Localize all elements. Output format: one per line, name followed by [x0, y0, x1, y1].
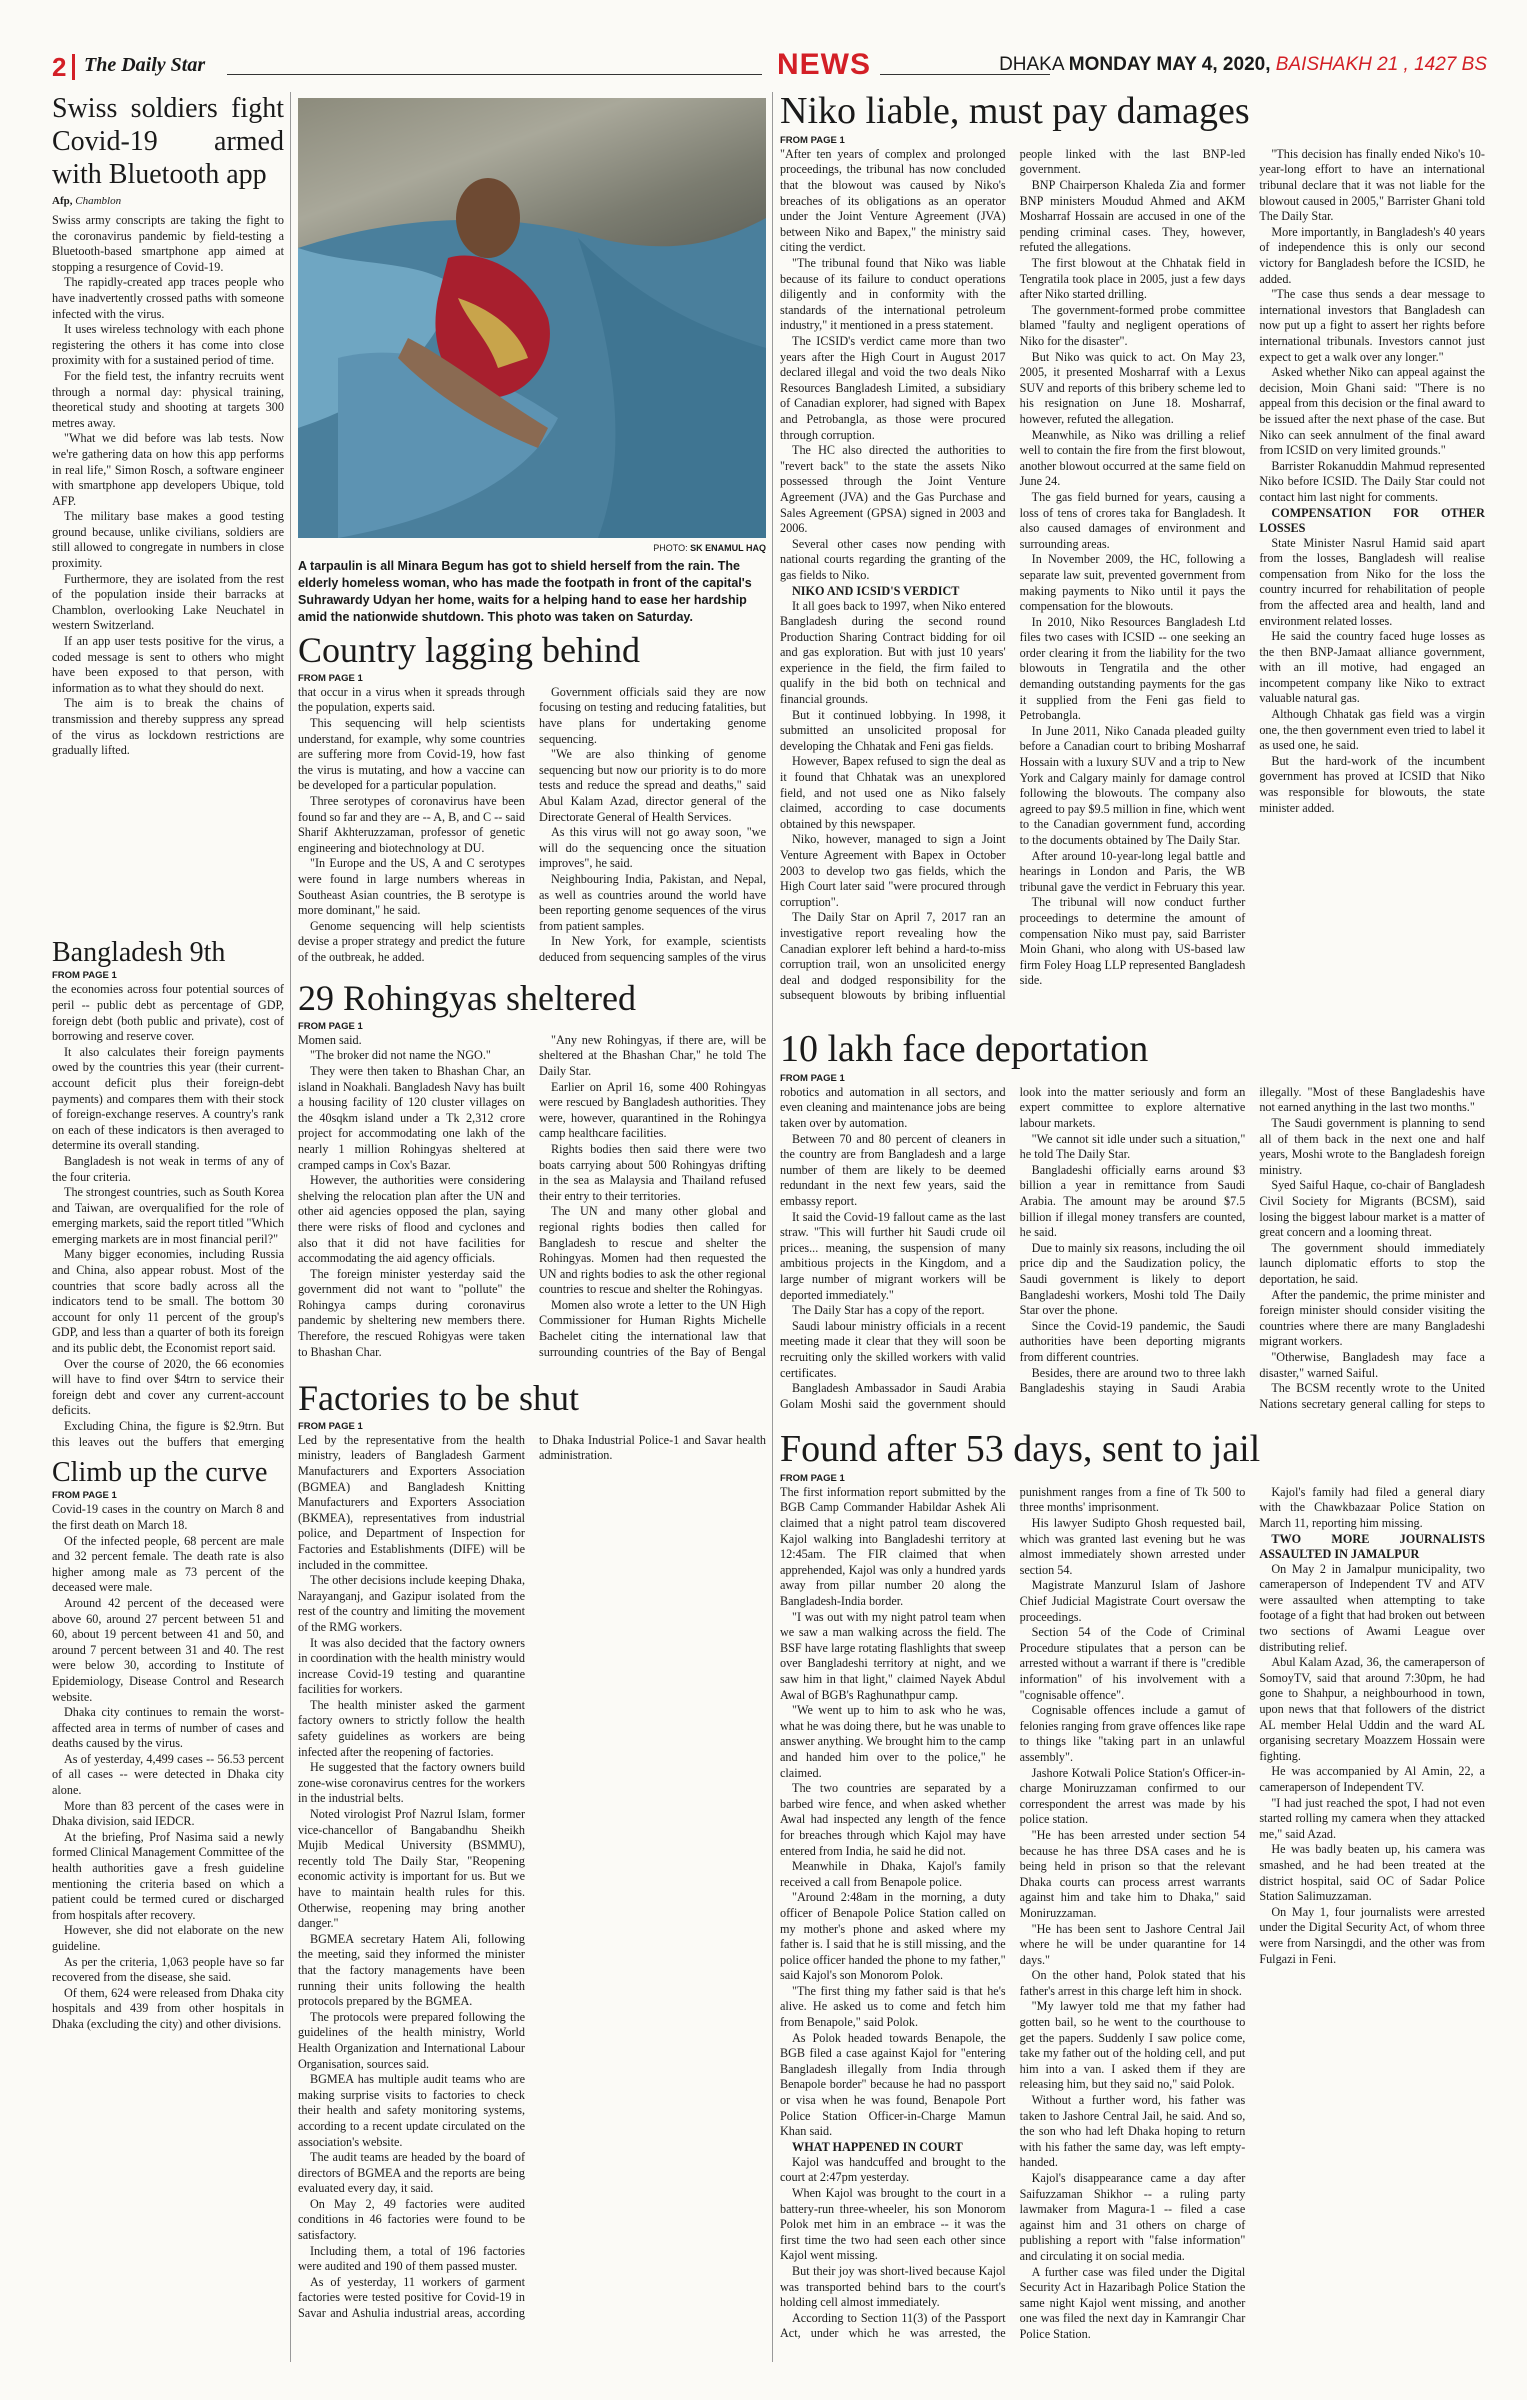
paragraph: The foreign minister yesterday said the government did not want to "pollute" the Rohingya camps during coronavirus pandemic by sheltering new members there. Therefore, the rescued Rohigyas were taken to Bhashan Char. — [298, 1266, 525, 1359]
dateline-date: MONDAY MAY 4, 2020, — [1068, 54, 1271, 75]
paragraph: On May 2, 49 factories were audited conditions in 46 factories were found to be satisfactory. — [298, 2196, 525, 2243]
paragraph: Kajol's family had filed a general diary with the Chawkbazaar Police Station on March 11, reporting him missing. — [1259, 1484, 1485, 1531]
paragraph: "My lawyer told me that my father had gotten bail, so he went to the courthouse to get the papers. Suddenly I saw police come, take my father out of the holding cell, and put him into a van. I asked them if they are releasing him, but they said no," said Polok. — [1019, 1999, 1246, 2092]
paragraph: The BCSM recently wrote to the United Nations secretary general calling for steps to — [1259, 1381, 1485, 1411]
paragraph: Besides, there are around two to three lakh Bangladeshis staying in Saudi Arabia illegally. "Most of these Bangladeshis have not earned anything in the last two months." — [1019, 1084, 1485, 1396]
paragraph: More importantly, in Bangladesh's 40 years of independence this is only our second victory for Bangladesh before the ICSID, he added. — [1259, 224, 1485, 286]
column-rule-2 — [772, 92, 773, 2362]
body-niko — [780, 147, 1485, 1015]
paragraph: It was also decided that the factory owners in coordination with the health ministry would increase Covid-19 testing and quarantine facilities for workers. — [298, 1635, 525, 1697]
paragraph: Niko, however, managed to sign a Joint Venture Agreement with Bapex in October 2003 to develop two gas fields, which the High Court later said "were procured through corruption". — [780, 832, 1006, 909]
kicker-found: FROM PAGE 1 — [780, 1472, 845, 1484]
kicker-rohingya: FROM PAGE 1 — [298, 1020, 363, 1032]
paragraph: Barrister Rokanuddin Mahmud represented Niko before ICSID. The Daily Star could not contact him last night for comments. — [1259, 458, 1485, 504]
paragraph: BGMEA secretary Hatem Ali, following the meeting, said they informed the minister that the factory managements have been running their units following the health protocols prepared by the BGMEA. — [298, 1931, 525, 2009]
paragraph: "The broker did not name the NGO." — [310, 1048, 491, 1063]
paragraph: As of yesterday, 4,499 cases -- 56.53 percent of all cases -- were detected in Dhaka city alone. — [52, 1751, 284, 1798]
paragraph: However, Bapex refused to sign the deal as it found that Chhatak was an unexplored field, and not used one as Niko falsely claimed, according to case documents obtained by this newspaper. — [780, 754, 1006, 831]
paper-logo: The Daily Star — [84, 54, 206, 76]
paragraph: Covid-19 cases in the country on March 8 and the first death on March 18. — [52, 1502, 284, 1532]
paragraph: The government-formed probe committee blamed "faulty and negligent operations of Niko for the disaster". — [1019, 302, 1246, 349]
paragraph: "What we did before was lab tests. Now we're gathering data on how this app performs in real life," Simon Rosch, a software engineer with smartphone app developers Ubique, told AFP. — [52, 431, 284, 508]
paragraph: Magistrate Manzurul Islam of Jashore Chief Judicial Magistrate Court oversaw the proceedings. — [1019, 1578, 1246, 1624]
body-swiss — [52, 213, 284, 759]
article-lakh — [780, 1030, 1485, 1420]
paragraph: "The first thing my father said is that he's alive. He asked us to come and fetch him from Benapole," said Polok. — [780, 1983, 1006, 2030]
kicker-country: FROM PAGE 1 — [298, 672, 363, 684]
paragraph: The Daily Star has a copy of the report. — [792, 1303, 985, 1318]
paragraph: As of yesterday, 11 workers of garment factories were tested positive for Covid-19 in Savar and Ashulia industrial areas, according to Dhaka Industrial Police-1 and Savar health administration. — [298, 1432, 766, 2321]
photo-homeless-woman — [298, 98, 766, 538]
paragraph: Over the course of 2020, the 66 economies will have to find over $4trn to service their foreign debt and cover any current-account deficits. — [52, 1356, 284, 1418]
subheading: COMPENSATION FOR OTHER LOSSES — [1259, 505, 1485, 535]
body-bangladesh — [52, 982, 284, 1448]
dateline-bangla: BAISHAKH 21 , 1427 BS — [1275, 54, 1487, 75]
paragraph: The protocols were prepared following the guidelines of the health ministry, World Health Organization and International Labour Organisation, sources said. — [298, 2009, 525, 2071]
paragraph: He said the country faced huge losses as the then BNP-Jamaat alliance government, with an ill motive, had engaged an incompetent company like Niko to extract valuable natural gas. — [1259, 629, 1485, 706]
paragraph: State Minister Nasrul Hamid said apart from the losses, Bangladesh will realise compensation from Niko for the loss the country incurred for rehabilitation of people from the affected area and health, land and environment related losses. — [1259, 535, 1485, 628]
article-rohingya — [298, 980, 766, 1370]
paragraph: Abul Kalam Azad, 36, the cameraperson of SomoyTV, said that around 7:30pm, he had gone to Shahpur, a neighbourhood in town, upon news that that followers of the district AL member Helal Uddin and the ward AL organising secretary Moazzem Hossain were fighting. — [1259, 1655, 1485, 1763]
body-country — [298, 685, 766, 970]
paragraph: In 2010, Niko Resources Bangladesh Ltd files two cases with ICSID -- one seeking an order clearing it from the liability for the two blowouts in Tengratila and the other demanding outstanding payments for the gas it supplied from the Feni gas field to Petrobangla. — [1019, 614, 1246, 723]
body-factories — [298, 1433, 766, 2353]
paragraph: robotics and automation in all sectors, and even cleaning and maintenance jobs are being taken over by automation. — [780, 1084, 1006, 1131]
masthead-rule — [227, 74, 762, 75]
kicker-factories: FROM PAGE 1 — [298, 1420, 363, 1432]
kicker-niko: FROM PAGE 1 — [780, 134, 845, 146]
paragraph: But their joy was short-lived because Kajol was transported behind bars to the court's holding cell almost immediately. — [780, 2263, 1006, 2310]
paragraph: Of them, 624 were released from Dhaka city hospitals and 439 from other hospitals in Dhaka (excluding the city) and other divisions. — [52, 1985, 284, 2031]
paragraph: But Niko was quick to act. On May 23, 2005, it presented Mosharraf with a Lexus SUV and reports of this bribery scheme led to his resignation on June 18. Mosharraf, however, refuted the allegation. — [1019, 349, 1246, 426]
paragraph: The rapidly-created app traces people who have inadvertently crossed paths with someone infected with the virus. — [52, 275, 284, 321]
paragraph: As Polok headed towards Benapole, the BGB filed a case against Kajol for "entering Bangladesh illegally from India through Benapole border" because he had no passport or visa when he was found, Benapole Port Police Station Officer-in-Charge Mamun Khan said. — [780, 2030, 1006, 2139]
paragraph: Cognisable offences include a gamut of felonies ranging from grave offences like rape to things like "taking part in an unlawful assembly". — [1019, 1703, 1246, 1764]
paragraph: For the field test, the infantry recruits went through a normal day: physical training, theoretical study and shooting at targets 300 metres away. — [52, 368, 284, 430]
paragraph: Government officials said they are now focusing on testing and reducing fatalities, but have plans for undertaking genome sequencing. — [539, 684, 766, 746]
paragraph: But the hard-work of the incumbent government has proved at ICSID that Niko was responsible for blowouts, the state minister added. — [1259, 753, 1485, 815]
headline-found: Found after 53 days, sent to jail — [780, 1430, 1261, 1470]
headline-climb: Climb up the curve — [52, 1458, 268, 1488]
paragraph: It uses wireless technology with each phone registering the others it has come into close proximity with for a sustained period of time. — [52, 322, 284, 368]
paragraph: "We went up to him to ask who he was, what he was doing there, but he was unable to answer anything. We brought him to the camp and handed him over to the police," he claimed. — [780, 1703, 1006, 1780]
paragraph: The government should immediately launch diplomatic efforts to stop the deportation, he said. — [1259, 1240, 1485, 1287]
paragraph: Furthermore, they are isolated from the rest of the population inside their barracks at Chamblon, overlooking Lake Neuchatel in western Switzerland. — [52, 571, 284, 633]
paragraph: BGMEA has multiple audit teams who are making surprise visits to factories to check their health and safety monitoring systems, according to a recent update circulated on the association's website. — [298, 2072, 525, 2149]
paragraph: the economies across four potential sources of peril -- public debt as percentage of GDP, foreign debt (both public and private), cost of borrowing and reserve cover. — [52, 982, 284, 1044]
paragraph: BNP Chairperson Khaleda Zia and former BNP ministers Moudud Ahmed and AKM Mosharraf Hossain are accused in one of the pending criminal cases. They, however, refuted the allegations. — [1019, 178, 1246, 255]
paragraph: "We are also thinking of genome sequencing but now our priority is to do more tests and reduce the spread and deaths," said Abul Kalam Azad, director general of the Directorate General of Health Services. — [539, 747, 766, 824]
paragraph: If an app user tests positive for the virus, a coded message is sent to others who might have been exposed to that person, with information as to what they should do next. — [52, 634, 284, 695]
headline-lakh: 10 lakh face deportation — [780, 1030, 1149, 1070]
article-bangladesh — [52, 938, 284, 1448]
paragraph: Momen said. — [298, 1032, 362, 1047]
paragraph: Excluding China, the figure is $2.9trn. But this leaves out the buffers that emerging — [52, 1419, 284, 1448]
masthead-bar — [72, 54, 75, 80]
subheading: TWO MORE JOURNALISTS ASSAULTED IN JAMALPUR — [1259, 1531, 1485, 1561]
paragraph: According to Section 11(3) of the Passport Act, under which he was arrested, the punishment ranges from a fine of Tk 500 to three months' imprisonment. — [780, 1484, 1246, 2341]
paragraph: The Daily Star on April 7, 2017 ran an investigative report revealing how the Canadian explorer left behind a hard-to-miss corruption trail, won an unsolicited energy deal and dodged responsibility for the subsequent blowouts by bribing influential people linked with the last BNP-led government. — [780, 146, 1246, 1003]
paragraph: "He has been arrested under section 54 because he has three DSA cases and he is being held in prison so that the relevant Dhaka courts can process arrest warrants against him and take him to Dhaka," said Moniruzzaman. — [1019, 1827, 1246, 1920]
article-swiss — [52, 92, 284, 932]
paragraph: The military base makes a good testing ground because, unlike civilians, soldiers are still allowed to congregate in numbers in close proximity. — [52, 509, 284, 571]
paragraph: "I was out with my night patrol team when we saw a man walking across the field. The BSF have large rotating flashlights that sweep over Bangladeshi territory at night, and we saw him in that light," claimed Nayek Abdul Awal of BGB's Raghunathpur camp. — [780, 1609, 1006, 1702]
paragraph: Bangladesh Ambassador in Saudi Arabia Golam Moshi said the government should look into the matter seriously and form an expert committee to explore alternative labour markets. — [780, 1084, 1246, 1411]
paragraph: Between 70 and 80 percent of cleaners in the country are from Bangladesh and a large number of them are likely to be deemed redundant in the next few years, said the embassy report. — [780, 1131, 1006, 1209]
byline-place: Chamblon — [75, 195, 122, 207]
kicker-climb: FROM PAGE 1 — [52, 1490, 117, 1502]
paragraph: "After ten years of complex and prolonged proceedings, the tribunal has now concluded that the blowout was caused by Niko's breaches of its obligations as an operator under the Joint Venture Agreement (JVA) between Niko and Bapex," the ministry said citing the verdict. — [780, 146, 1006, 255]
subheading: WHAT HAPPENED IN COURT — [792, 2139, 963, 2154]
body-climb — [52, 1502, 284, 2032]
paragraph: Earlier on April 16, some 400 Rohingyas were rescued by Bangladesh authorities. They were, however, quarantined in the Rohingya camp healthcare facilities. — [539, 1079, 766, 1141]
paragraph: When Kajol was brought to the court in a battery-run three-wheeler, his son Monorom Polok met him in an embrace -- it was the first time the two had seen each other since Kajol went missing. — [780, 2186, 1006, 2263]
paragraph: The strongest countries, such as South Korea and Taiwan, are overqualified for the role of emerging markets, said the report titled "Which emerging markets are in most financial peril?" — [52, 1185, 284, 1246]
subheading: NIKO AND ICSID'S VERDICT — [792, 583, 960, 598]
headline-niko: Niko liable, must pay damages — [780, 92, 1250, 132]
photo-caption: A tarpaulin is all Minara Begum has got to shield herself from the rain. The elderly homeless woman, who has made the footpath in front of the capital's Suhrawardy Udyan her home, waits for a helping hand to ease her hardship amid the nationwide shutdown. This photo was taken on Saturday. — [298, 559, 752, 624]
paragraph: Meanwhile, as Niko was drilling a relief well to contain the fire from the first blowout, another blowout occurred at the same field on June 24. — [1019, 427, 1246, 489]
paragraph: He was accompanied by Al Amin, 22, a cameraperson of Independent TV. — [1259, 1764, 1485, 1794]
paragraph: "Any new Rohingyas, if there are, will be sheltered at the Bhashan Char," he told The Daily Star. — [539, 1032, 766, 1078]
paragraph: Asked whether Niko can appeal against the decision, Moin Ghani said: "There is no appeal from this decision or the final award to be issued after the next phase of the case. But Niko can seek annulment of the final award from ICSID on very limited grounds." — [1259, 365, 1485, 458]
paragraph: The aim is to break the chains of transmission and thereby suppress any spread of the virus as lockdown restrictions are gradually lifted. — [52, 696, 284, 758]
paragraph: But it continued lobbying. In 1998, it submitted an unsolicited proposal for developing the Chhatak and Feni gas fields. — [780, 707, 1006, 753]
paragraph: At the briefing, Prof Nasima said a newly formed Clinical Management Committee of the health authorities gave a fresh guideline mentioning the criteria based on which a patient could be termed cured or discharged from hospitals after recovery. — [52, 1829, 284, 1922]
paragraph: Around 42 percent of the deceased were above 60, around 27 percent between 51 and 60, about 19 percent between 41 and 50, and around 7 percent between 31 and 40. The rest were below 30, according to Institute of Epidemiology, Disease Control and Research website. — [52, 1595, 284, 1704]
photo-credit — [298, 543, 766, 553]
credit-name: SK ENAMUL HAQ — [690, 543, 766, 553]
section-label: NEWS — [777, 48, 871, 81]
paragraph: Many bigger economies, including Russia and China, also appear robust. Most of the countries that score badly across all the indicators tend to be small. The bottom 30 account for only 11 percent of the group's GDP, and less than a quarter of both its foreign and its public debt, the Economist report said. — [52, 1247, 284, 1356]
paragraph: On the other hand, Polok stated that his father's arrest in this charge left him in shock. — [1019, 1968, 1246, 1998]
paragraph: "This decision has finally ended Niko's 10-year-long effort to have an international tribunal declare that it was not liable for the blowout caused in 2005," Barrister Ghani told The Daily Star. — [1259, 146, 1485, 224]
dateline-city: DHAKA — [999, 54, 1064, 75]
paragraph: Bangladesh is not weak in terms of any of the four criteria. — [52, 1153, 284, 1184]
paragraph: The ICSID's verdict came more than two years after the High Court in August 2017 declared illegal and void the two deals Niko Resources Bangladesh Limited, a subsidiary of Canadian explorer, had signed with Bapex and Petrobangla, as those were procured through corruption. — [780, 334, 1006, 442]
photo-illustration — [298, 98, 766, 538]
paragraph: Several other cases now pending with national courts regarding the granting of the gas fields to Niko. — [780, 536, 1006, 582]
paragraph: The UN and many other global and regional rights bodies then called for Bangladesh to rescue and shelter the Rohingyas. Momen had then requested the UN and rights bodies to ask the other regional countries to rescue and shelter the Rohingyas. — [539, 1204, 766, 1297]
paragraph: Momen also wrote a letter to the UN High Commissioner for Human Rights Michelle Bachelet citing the international law that surrounding countries of the Bay of Bengal — [539, 1297, 766, 1359]
headline-country: Country lagging behind — [298, 632, 640, 670]
paragraph: Including them, a total of 196 factories were audited and 190 of them passed muster. — [298, 2243, 525, 2274]
paragraph: After the pandemic, the prime minister and foreign minister should consider visiting the countries where there are many Bangladeshi migrant workers. — [1259, 1287, 1485, 1349]
paragraph: Section 54 of the Code of Criminal Procedure stipulates that a person can be arrested without a warrant if there is "credible information" of his involvement with a "cognisable offence". — [1019, 1625, 1246, 1702]
headline-rohingya: 29 Rohingyas sheltered — [298, 980, 636, 1018]
byline-swiss — [52, 195, 284, 207]
article-climb — [52, 1458, 284, 2358]
paragraph: Due to mainly six reasons, including the oil price dip and the Saudization policy, the Saudi government is likely to deport Bangladeshi workers, Moshi told The Daily Star over the phone. — [1019, 1240, 1246, 1318]
paragraph: It all goes back to 1997, when Niko entered Bangladesh during the second round Production Sharing Contract bidding for oil and gas exploration. But with just 10 years' experience in the field, the firm failed to qualify in the bid both on technical and financial grounds. — [780, 598, 1006, 707]
paragraph: In November 2009, the HC, following a separate law suit, prevented government from making payments to Niko until it pays the compensation for the blowouts. — [1019, 552, 1246, 614]
paragraph: Kajol's disappearance came a day after Saifuzzaman Shikhor -- a ruling party lawmaker from Magura-1 -- filed a case against him and 31 others on charge of publishing a report with "false information" and circulating it on social media. — [1019, 2171, 1246, 2263]
paragraph: The first information report submitted by the BGB Camp Commander Habildar Ashek Ali claimed that a night patrol team discovered Kajol walking into Bangladeshi territory at 12:45am. The FIR claimed that when apprehended, Kajol was only a hundred yards away from pillar number 20 along the Bangladesh-India border. — [780, 1484, 1006, 1609]
headline-swiss: Swiss soldiers fight Covid-19 armed with Bluetooth app — [52, 93, 284, 190]
credit-label: PHOTO: — [653, 543, 688, 553]
article-found — [780, 1430, 1485, 2360]
paragraph: On May 2 in Jamalpur municipality, two cameraperson of Independent TV and ATV were assaulted when attempting to take footage of a fight that had broken out between two sections of Awami League over distributing relief. — [1259, 1561, 1485, 1654]
paragraph: Saudi labour ministry officials in a recent meeting made it clear that they will soon be recruiting only the skilled workers with valid certificates. — [780, 1318, 1006, 1380]
paragraph: He suggested that the factory owners build zone-wise coronavirus centres for the workers in the industrial belts. — [298, 1760, 525, 1806]
paragraph: In New York, for example, scientists deduced from sequencing samples of the virus — [539, 934, 766, 964]
kicker-bangladesh: FROM PAGE 1 — [52, 970, 117, 982]
headline-factories: Factories to be shut — [298, 1380, 579, 1418]
paragraph: Genome sequencing will help scientists devise a proper strategy and predict the future of the outbreak, he added. — [298, 918, 525, 964]
paragraph: The Saudi government is planning to send all of them back in the next one and half years, Moshi wrote to the Bangladesh foreign ministry. — [1259, 1116, 1485, 1177]
page-number: 2 — [52, 52, 67, 82]
paragraph: Meanwhile in Dhaka, Kajol's family received a call from Benapole police. — [780, 1859, 1006, 1889]
paragraph: Three serotypes of coronavirus have been found so far and they are -- A, B, and C -- said Sharif Akhteruzzaman, professor of genetic engineering and biotechnology at DU. — [298, 793, 525, 855]
paragraph: The tribunal will now conduct further proceedings to determine the amount of compensation Niko must pay, said Barrister Moin Ghani, who along with US-based law firm Foley Hoag LLP represented Bangladesh side. — [1019, 895, 1246, 988]
paragraph: Since the Covid-19 pandemic, the Saudi authorities have been deporting migrants from different countries. — [1019, 1318, 1246, 1364]
paragraph: "In Europe and the US, A and C serotypes were found in large numbers whereas in Southeast Asian countries, the B serotype is more dominant," he said. — [298, 856, 525, 918]
article-country — [298, 632, 766, 972]
dateline — [999, 54, 1487, 76]
paragraph: "I had just reached the spot, I had not even started rolling my camera when they attacked me," said Azad. — [1259, 1795, 1485, 1841]
paragraph: "The case thus sends a dear message to international investors that Bangladesh can now put up a fight to assert her rights before international tribunals. Investors cannot just expect to get a walk over any longer." — [1259, 287, 1485, 364]
paragraph: The audit teams are headed by the board of directors of BGMEA and the reports are being evaluated every day, it said. — [298, 2150, 525, 2196]
column-rule — [290, 92, 291, 2362]
paragraph: "We cannot sit idle under such a situation," he told The Daily Star. — [1019, 1131, 1246, 1162]
masthead — [52, 48, 1487, 88]
paragraph: Although Chhatak gas field was a virgin one, the then government even tried to label it as used one, he said. — [1259, 707, 1485, 753]
paragraph: Swiss army conscripts are taking the fight to the coronavirus pandemic by field-testing a Bluetooth-based smartphone app aimed at stopping a resurgence of Covid-19. — [52, 213, 284, 274]
paragraph: Rights bodies then said there were two boats carrying about 500 Rohingyas drifting in the sea as Malaysia and Thailand refused their entry to their territories. — [539, 1141, 766, 1203]
paragraph: It said the Covid-19 fallout came as the last straw. "This will further hit Saudi crude oil prices... meaning, the suspension of many ambitious projects in the Kingdom, and a large number of migrant workers will be deported immediately." — [780, 1209, 1006, 1302]
paragraph: The two countries are separated by a barbed wire fence, and when asked whether Awal had inspected any length of the fence for breaches through which Kajol may have entered from India, he said he did not. — [780, 1781, 1006, 1858]
body-lakh — [780, 1085, 1485, 1415]
paragraph: Of the infected people, 68 percent are male and 32 percent female. The death rate is also higher among male as 73 percent of the deceased were male. — [52, 1533, 284, 1595]
paragraph: "Otherwise, Bangladesh may face a disaster," warned Saiful. — [1259, 1349, 1485, 1380]
body-found — [780, 1485, 1485, 2353]
paragraph: The HC also directed the authorities to "revert back" to the state the assets Niko possessed through the Joint Venture Agreement (JVA) and the Gas Purchase and Sales Agreement (GPSA) signed in 2003 and 2006. — [780, 443, 1006, 536]
paragraph: However, she did not elaborate on the new guideline. — [52, 1923, 284, 1954]
article-factories — [298, 1380, 766, 2360]
byline-agency: Afp, — [52, 195, 73, 207]
paragraph: As per the criteria, 1,063 people have so far recovered from the disease, she said. — [52, 1954, 284, 1985]
paragraph: The other decisions include keeping Dhaka, Narayanganj, and Gazipur isolated from the rest of the country and limiting the movement of the RMG workers. — [298, 1573, 525, 1634]
paragraph: This sequencing will help scientists understand, for example, why some countries are suffering more from Covid-19, how fast the virus is mutating, and how a vaccine can be developed for a particular population. — [298, 715, 525, 793]
paragraph: Neighbouring India, Pakistan, and Nepal, as well as countries around the world have been reporting genome sequences of the virus from patient samples. — [539, 871, 766, 933]
paragraph: Dhaka city continues to remain the worst-affected area in terms of number of cases and deaths caused by the virus. — [52, 1705, 284, 1751]
paragraph: that occur in a virus when it spreads through the population, experts said. — [298, 684, 525, 715]
paragraph: On May 1, four journalists were arrested under the Digital Security Act, of whom three were from Narsingdi, and the other was from Fulgazi in Feni. — [1259, 1904, 1485, 1966]
paragraph: "Around 2:48am in the morning, a duty officer of Benapole Police Station called on my mother's phone and asked where my father is. I said that he is still missing, and the police officer handed the phone to my father," said Kajol's son Monorom Polok. — [780, 1890, 1006, 1983]
paragraph: They were then taken to Bhashan Char, an island in Noakhali. Bangladesh Navy has built a housing facility of 120 cluster villages on the 40sqkm island under a Tk 2,312 crore project for accommodating one lakh of the nearly 1 million Rohingyas sheltered at cramped camps in Cox's Bazar. — [298, 1063, 525, 1172]
paragraph: Jashore Kotwali Police Station's Officer-in-charge Moniruzzaman confirmed to our correspondent the arrest was made by his police station. — [1019, 1765, 1246, 1827]
paragraph: A further case was filed under the Digital Security Act in Hazaribagh Police Station the same night Kajol went missing, and another one was filed the next day in Kamrangir Char Police Station. — [1019, 2264, 1246, 2341]
article-niko — [780, 92, 1485, 1022]
paragraph: Kajol was handcuffed and brought to the court at 2:47pm yesterday. — [780, 2154, 1006, 2185]
kicker-lakh: FROM PAGE 1 — [780, 1072, 845, 1084]
paragraph: More than 83 percent of the cases were in Dhaka division, said IEDCR. — [52, 1798, 284, 1829]
paragraph: Noted virologist Prof Nazrul Islam, former vice-chancellor of Bangabandhu Sheikh Mujib Medical University (BSMMU), recently told The Daily Star, "Reopening economic activity is important for us. But we have to maintain health rules for this. Otherwise, reopening may bring another danger." — [298, 1807, 525, 1931]
paragraph: He was badly beaten up, his camera was smashed, and he had been treated at the district hospital, said OC of Sadar Police Station Salimuzzaman. — [1259, 1842, 1485, 1904]
paragraph: The health minister asked the garment factory owners to strictly follow the health safety guidelines as workers are being infected after the reopening of factories. — [298, 1697, 525, 1759]
paragraph: The first blowout at the Chhatak field in Tengratila took place in 2005, just a few days after Niko started drilling. — [1019, 256, 1246, 302]
paragraph: After around 10-year-long legal battle and hearings in London and Paris, the WB tribunal gave the verdict in February this year. — [1019, 848, 1246, 894]
body-rohingya — [298, 1033, 766, 1370]
paragraph: His lawyer Sudipto Ghosh requested bail, which was granted last evening but he was almost immediately shown arrested under section 54. — [1019, 1516, 1246, 1577]
paragraph: Syed Saiful Haque, co-chair of Bangladesh Civil Society for Migrants (BCSM), said losing the biggest labour market is a matter of great concern and a looming threat. — [1259, 1178, 1485, 1240]
paragraph: "He has been sent to Jashore Central Jail where he will be under quarantine for 14 days." — [1019, 1921, 1246, 1967]
paragraph: In June 2011, Niko Canada pleaded guilty before a Canadian court to bribing Mosharraf Hossain with a luxury SUV and a trip to New York and Calgary mainly for damage control following the blowouts. The company also agreed to pay $9.5 million in fine, which went to the Canadian government fund, according to the documents obtained by The Daily Star. — [1019, 723, 1246, 848]
paragraph: The gas field burned for years, causing a loss of tens of crores taka for Bangladesh. It also caused damages of environment and surrounding areas. — [1019, 489, 1246, 551]
paragraph: Bangladeshi officially earns around $3 billion a year in remittance from Saudi Arabia. The amount may be around $7.5 billion if illegal money transfers are counted, he said. — [1019, 1162, 1246, 1240]
paragraph: Without a further word, his father was taken to Jashore Central Jail, he said. And so, the son who had left Dhaka hoping to return with his father the same day, was left empty-handed. — [1019, 2093, 1246, 2170]
paragraph: "The tribunal found that Niko was liable because of its failure to conduct operations diligently and in conformity with the standards of the international petroleum industry," it mentioned in a press statement. — [780, 256, 1006, 333]
headline-bangladesh: Bangladesh 9th — [52, 938, 226, 968]
paragraph: Led by the representative from the health ministry, leaders of Bangladesh Garment Manufacturers and Exporters Association (BGMEA) and Bangladesh Knitting Manufacturers and Exporters Association (BKMEA), representatives from industrial police, and Department of Inspection for Factories and Establishments (DIFE) will be included in the committee. — [298, 1432, 525, 1572]
paragraph: It also calculates their foreign payments owed by the countries this year (their current-account deficit plus their foreign-debt payments) and compares them with their stock of foreign-exchange reserves. A country's rank on each of these indicators is then averaged to determine its overall standing. — [52, 1044, 284, 1153]
paragraph: However, the authorities were considering shelving the relocation plan after the UN and other aid agencies opposed the plan, saying there were risks of flood and cyclones and also that it did not have facilities for accommodating the aid agency officials. — [298, 1173, 525, 1266]
paragraph: As this virus will not go away soon, "we will do the sequencing once the situation improves", he said. — [539, 825, 766, 871]
